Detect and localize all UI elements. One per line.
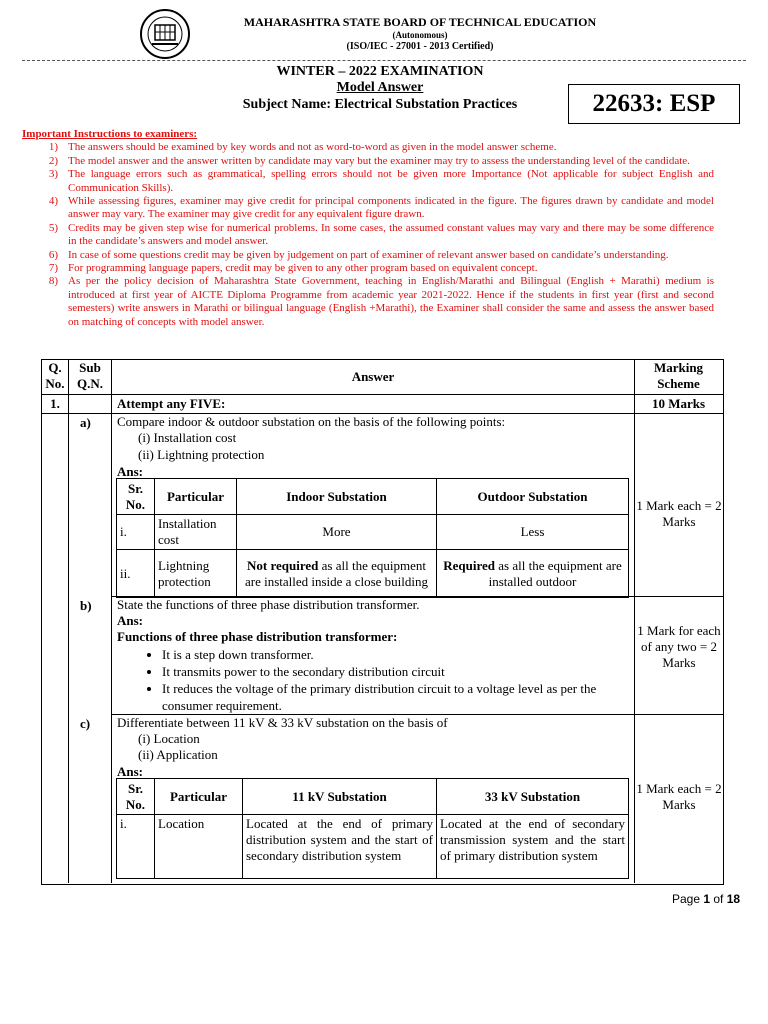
instruction-text: For programming language papers, credit may be given to any other program based on equivalent concept. bbox=[68, 262, 538, 275]
instruction-text: As per the policy decision of Maharashtra State Government, teaching in English/Marathi and Bilingual (English + Marathi) medium is introduced at first year of AICTE Diploma Programme from academic year 2021-2022. Hence if the students in first year (first and second semesters) write answers in Marathi or bilingual language (English +Marathi), the Examiner shall consider the same and assess the answer based on matching of concepts with model answer. bbox=[68, 275, 714, 328]
instruction-text: While assessing figures, examiner may give credit for principal components indicated in the figure. The figures drawn by candidate and model answer may vary. The examiner may give credit for any equivalent figure drawn. bbox=[68, 195, 714, 221]
instruction-item bbox=[22, 155, 714, 168]
table-cell: Location bbox=[155, 815, 243, 879]
instruction-number: 2) bbox=[48, 154, 58, 167]
ans-label: Ans: bbox=[117, 613, 144, 628]
table-cell: Lightning protection bbox=[155, 550, 237, 598]
subject-code-box: 22633: ESP bbox=[568, 84, 740, 124]
instructions-heading: Important Instructions to examiners: bbox=[22, 128, 198, 140]
table-header-cell: 33 kV Substation bbox=[437, 779, 629, 815]
col-qno: Q. No. bbox=[45, 360, 65, 391]
exam-title: WINTER – 2022 EXAMINATION bbox=[276, 64, 484, 79]
col-answer: Answer bbox=[351, 369, 395, 384]
functions-list bbox=[117, 646, 632, 714]
instruction-item bbox=[22, 195, 714, 222]
instruction-number: 8) bbox=[48, 275, 58, 288]
table-header-cell: 11 kV Substation bbox=[243, 779, 437, 815]
table-header-cell: Indoor Substation bbox=[237, 479, 437, 515]
instructions-block bbox=[22, 128, 714, 329]
table-cell: More bbox=[237, 515, 437, 550]
sub-question-label: b) bbox=[80, 598, 92, 613]
instruction-number: 6) bbox=[48, 248, 58, 261]
table-cell: Located at the end of secondary transmission system and the start of primary distribution system bbox=[437, 815, 629, 879]
instruction-text: Credits may be given step wise for numerical problems. In some cases, the assumed constant values may vary and there may be some difference in the candidate’s answers and model answer. bbox=[68, 221, 714, 248]
instruction-item bbox=[22, 275, 714, 329]
question-number: 1. bbox=[50, 396, 60, 411]
instruction-text: In case of some questions credit may be given by judgement on part of examiner of relevant answer based on candidate’s understanding. bbox=[68, 248, 669, 261]
table-cell: Located at the end of primary distribution system and the start of secondary distribution system bbox=[243, 815, 437, 879]
instruction-item bbox=[22, 141, 714, 154]
instruction-text: The language errors such as grammatical, spelling errors should not be given more Importance (Not applicable for subject English and Communication Skills). bbox=[68, 168, 714, 194]
col-subqno: Sub Q.N. bbox=[77, 360, 103, 391]
question-marks: 10 Marks bbox=[651, 396, 706, 411]
col-marking: Marking Scheme bbox=[653, 360, 704, 391]
marks-text: 1 Mark each = 2 Marks bbox=[636, 498, 722, 529]
board-name: MAHARASHTRA STATE BOARD OF TECHNICAL EDUCATION bbox=[243, 15, 597, 29]
table-cell: Not required as all the equipment are installed inside a close building bbox=[237, 550, 437, 598]
ans-label: Ans: bbox=[117, 464, 144, 479]
table-header-cell: Particular bbox=[155, 779, 243, 815]
marks-text: 1 Mark each = 2 Marks bbox=[636, 781, 722, 812]
sub-question-label: a) bbox=[80, 415, 91, 430]
point-item: (i) Location bbox=[138, 731, 200, 746]
subject-name: Subject Name: Electrical Substation Practices bbox=[242, 97, 518, 112]
comparison-table bbox=[116, 778, 629, 879]
table-cell: Installation cost bbox=[155, 515, 237, 550]
autonomous-label: (Autonomous) bbox=[392, 30, 448, 40]
ans-label: Ans: bbox=[117, 764, 144, 779]
instruction-number: 7) bbox=[48, 262, 58, 275]
instruction-number: 5) bbox=[48, 221, 58, 234]
instruction-text: The model answer and the answer written by candidate may vary but the examiner may try to assess the understanding level of the candidate. bbox=[68, 154, 690, 167]
point-item: (ii) Lightning protection bbox=[138, 447, 265, 462]
exam-subtitle: Model Answer bbox=[336, 80, 424, 95]
functions-heading: Functions of three phase distribution transformer: bbox=[117, 629, 398, 644]
table-header-cell: Outdoor Substation bbox=[437, 479, 629, 515]
instruction-item bbox=[22, 249, 714, 262]
marks-text: 1 Mark for each of any two = 2 Marks bbox=[637, 623, 721, 670]
instruction-item bbox=[22, 262, 714, 275]
sub-question-text: Differentiate between 11 kV & 33 kV substation on the basis of bbox=[117, 715, 448, 730]
table-cell: i. bbox=[117, 515, 155, 550]
table-header-cell: Particular bbox=[155, 479, 237, 515]
iso-label: (ISO/IEC - 27001 - 2013 Certified) bbox=[346, 41, 494, 52]
table-header-cell: Sr. No. bbox=[117, 779, 155, 815]
list-item: • It is a step down transformer. bbox=[162, 646, 632, 663]
table-cell: i. bbox=[117, 815, 155, 879]
instruction-number: 3) bbox=[48, 168, 58, 181]
point-item: (ii) Application bbox=[138, 747, 218, 762]
instruction-item bbox=[22, 168, 714, 195]
question-instruction: Attempt any FIVE: bbox=[117, 396, 226, 411]
point-item: (i) Installation cost bbox=[138, 430, 237, 445]
table-cell: Less bbox=[437, 515, 629, 550]
instruction-number: 1) bbox=[48, 141, 58, 154]
instruction-number: 4) bbox=[48, 195, 58, 208]
header-divider bbox=[22, 60, 746, 61]
table-cell: ii. bbox=[117, 550, 155, 598]
instruction-text: The answers should be examined by key words and not as word-to-word as given in the model answer scheme. bbox=[68, 141, 557, 154]
sub-question-text: Compare indoor & outdoor substation on the basis of the following points: bbox=[117, 414, 506, 429]
comparison-table bbox=[116, 478, 629, 598]
table-cell: Required as all the equipment are installed outdoor bbox=[437, 550, 629, 598]
instruction-item bbox=[22, 222, 714, 249]
sub-question-text: State the functions of three phase distribution transformer. bbox=[117, 597, 420, 612]
list-item: • It reduces the voltage of the primary distribution circuit to a voltage level as per the consumer requirement. bbox=[162, 680, 632, 714]
page-number: Page 1 of 18 bbox=[672, 892, 741, 906]
list-item: • It transmits power to the secondary distribution circuit bbox=[162, 663, 632, 680]
table-header-cell: Sr. No. bbox=[117, 479, 155, 515]
msbte-seal-icon bbox=[136, 8, 194, 60]
sub-question-label: c) bbox=[80, 716, 91, 731]
